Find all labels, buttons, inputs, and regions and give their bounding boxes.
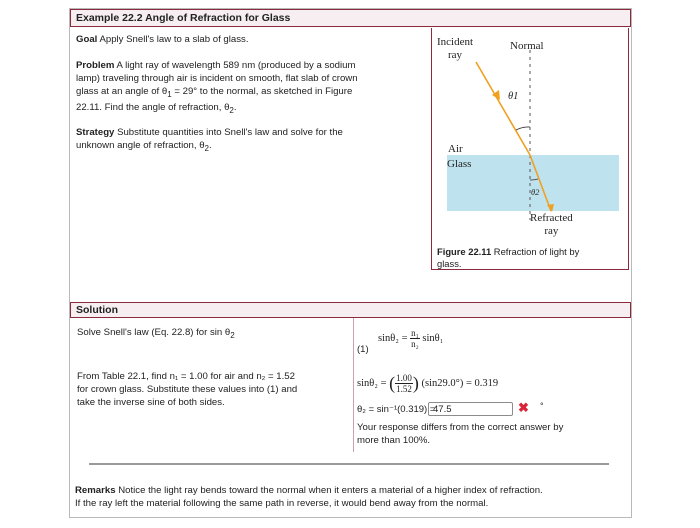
strategy-line: Substitute quantities into Snell's law and solve for the — [117, 127, 343, 138]
strategy-paragraph — [76, 126, 426, 155]
equation-2: sinθ₂ = ( $\frac{1.00}{1.52}$ ) (sin29.0°) = 0.319 — [357, 373, 499, 394]
equation-2-fraction: $\frac{1.00}{1.52}$ — [396, 373, 412, 394]
incorrect-x-icon: ✖ — [518, 400, 529, 415]
equation-1-fraction: $\frac{\text{n₁}}{\text{n₂}}$ — [411, 328, 419, 349]
air-label: Air — [448, 143, 463, 155]
section-divider — [89, 463, 609, 465]
incident-ray-label: Incident ray — [437, 36, 474, 61]
solution-step1-text: Solve Snell's law (Eq. 22.8) for $\sin \theta_2$ — [77, 327, 235, 340]
answer-feedback: Your response differs from the correct answer by more than 100%. — [357, 422, 564, 446]
remarks-label: Remarks — [75, 485, 116, 496]
solution-header-bar — [70, 302, 631, 318]
goal-paragraph — [76, 33, 248, 46]
goal-label: Goal — [76, 34, 98, 45]
problem-line: glass at an angle of $\theta_1 = 29^\circ$ to the normal, as sketched in Figure — [76, 86, 353, 99]
solution-step2-text: From Table 22.1, find n₁ = 1.00 for air and n₂ = 1.52 for crown glass. Substitute these values into (1) and take the inverse sine of both sides. — [77, 371, 298, 408]
incident-ray — [476, 62, 530, 155]
answer-input[interactable]: 47.5 — [428, 402, 513, 416]
figure-caption: Figure 22.11 Refraction of light by glass. — [437, 246, 580, 269]
remarks-paragraph: Remarks Notice the light ray bends toward the normal when it enters a material of a higher index of refraction. If the ray left the material following the same path in reverse, it would bend away from the normal. — [75, 485, 543, 509]
equation-3: θ₂ = sin⁻¹(0.319) = — [357, 404, 436, 415]
problem-line: 22.11. Find the angle of refraction, $\theta_2$. — [76, 101, 237, 115]
problem-line: A light ray of wavelength 589 nm (produced by a sodium — [116, 60, 356, 71]
solution-column-divider — [353, 318, 354, 452]
equation-1: sinθ₂ = $\frac{\text{n₁}}{\text{n₂}}$ sinθ₁ — [378, 328, 444, 349]
theta2-label: θ2 — [531, 187, 540, 197]
problem-label: Problem — [76, 60, 115, 71]
glass-label: Glass — [447, 158, 472, 170]
degree-unit: ° — [540, 401, 544, 411]
problem-paragraph — [76, 59, 426, 117]
solution-title: Solution — [76, 304, 118, 316]
refracted-ray-label: Refracted ray — [530, 212, 573, 237]
equation-1-tag: (1) — [357, 344, 369, 355]
goal-text: Apply Snell's law to a slab of glass. — [99, 34, 249, 45]
normal-label: Normal — [510, 40, 544, 52]
example-title: Example 22.2 Angle of Refraction for Glass — [76, 12, 291, 24]
strategy-line: unknown angle of refraction, $\theta_2$. — [76, 140, 212, 153]
strategy-label: Strategy — [76, 127, 115, 138]
theta1-label: θ1 — [508, 91, 519, 102]
problem-line: lamp) traveling through air is incident on smooth, flat slab of crown — [76, 73, 358, 84]
theta1-arc — [516, 127, 530, 130]
